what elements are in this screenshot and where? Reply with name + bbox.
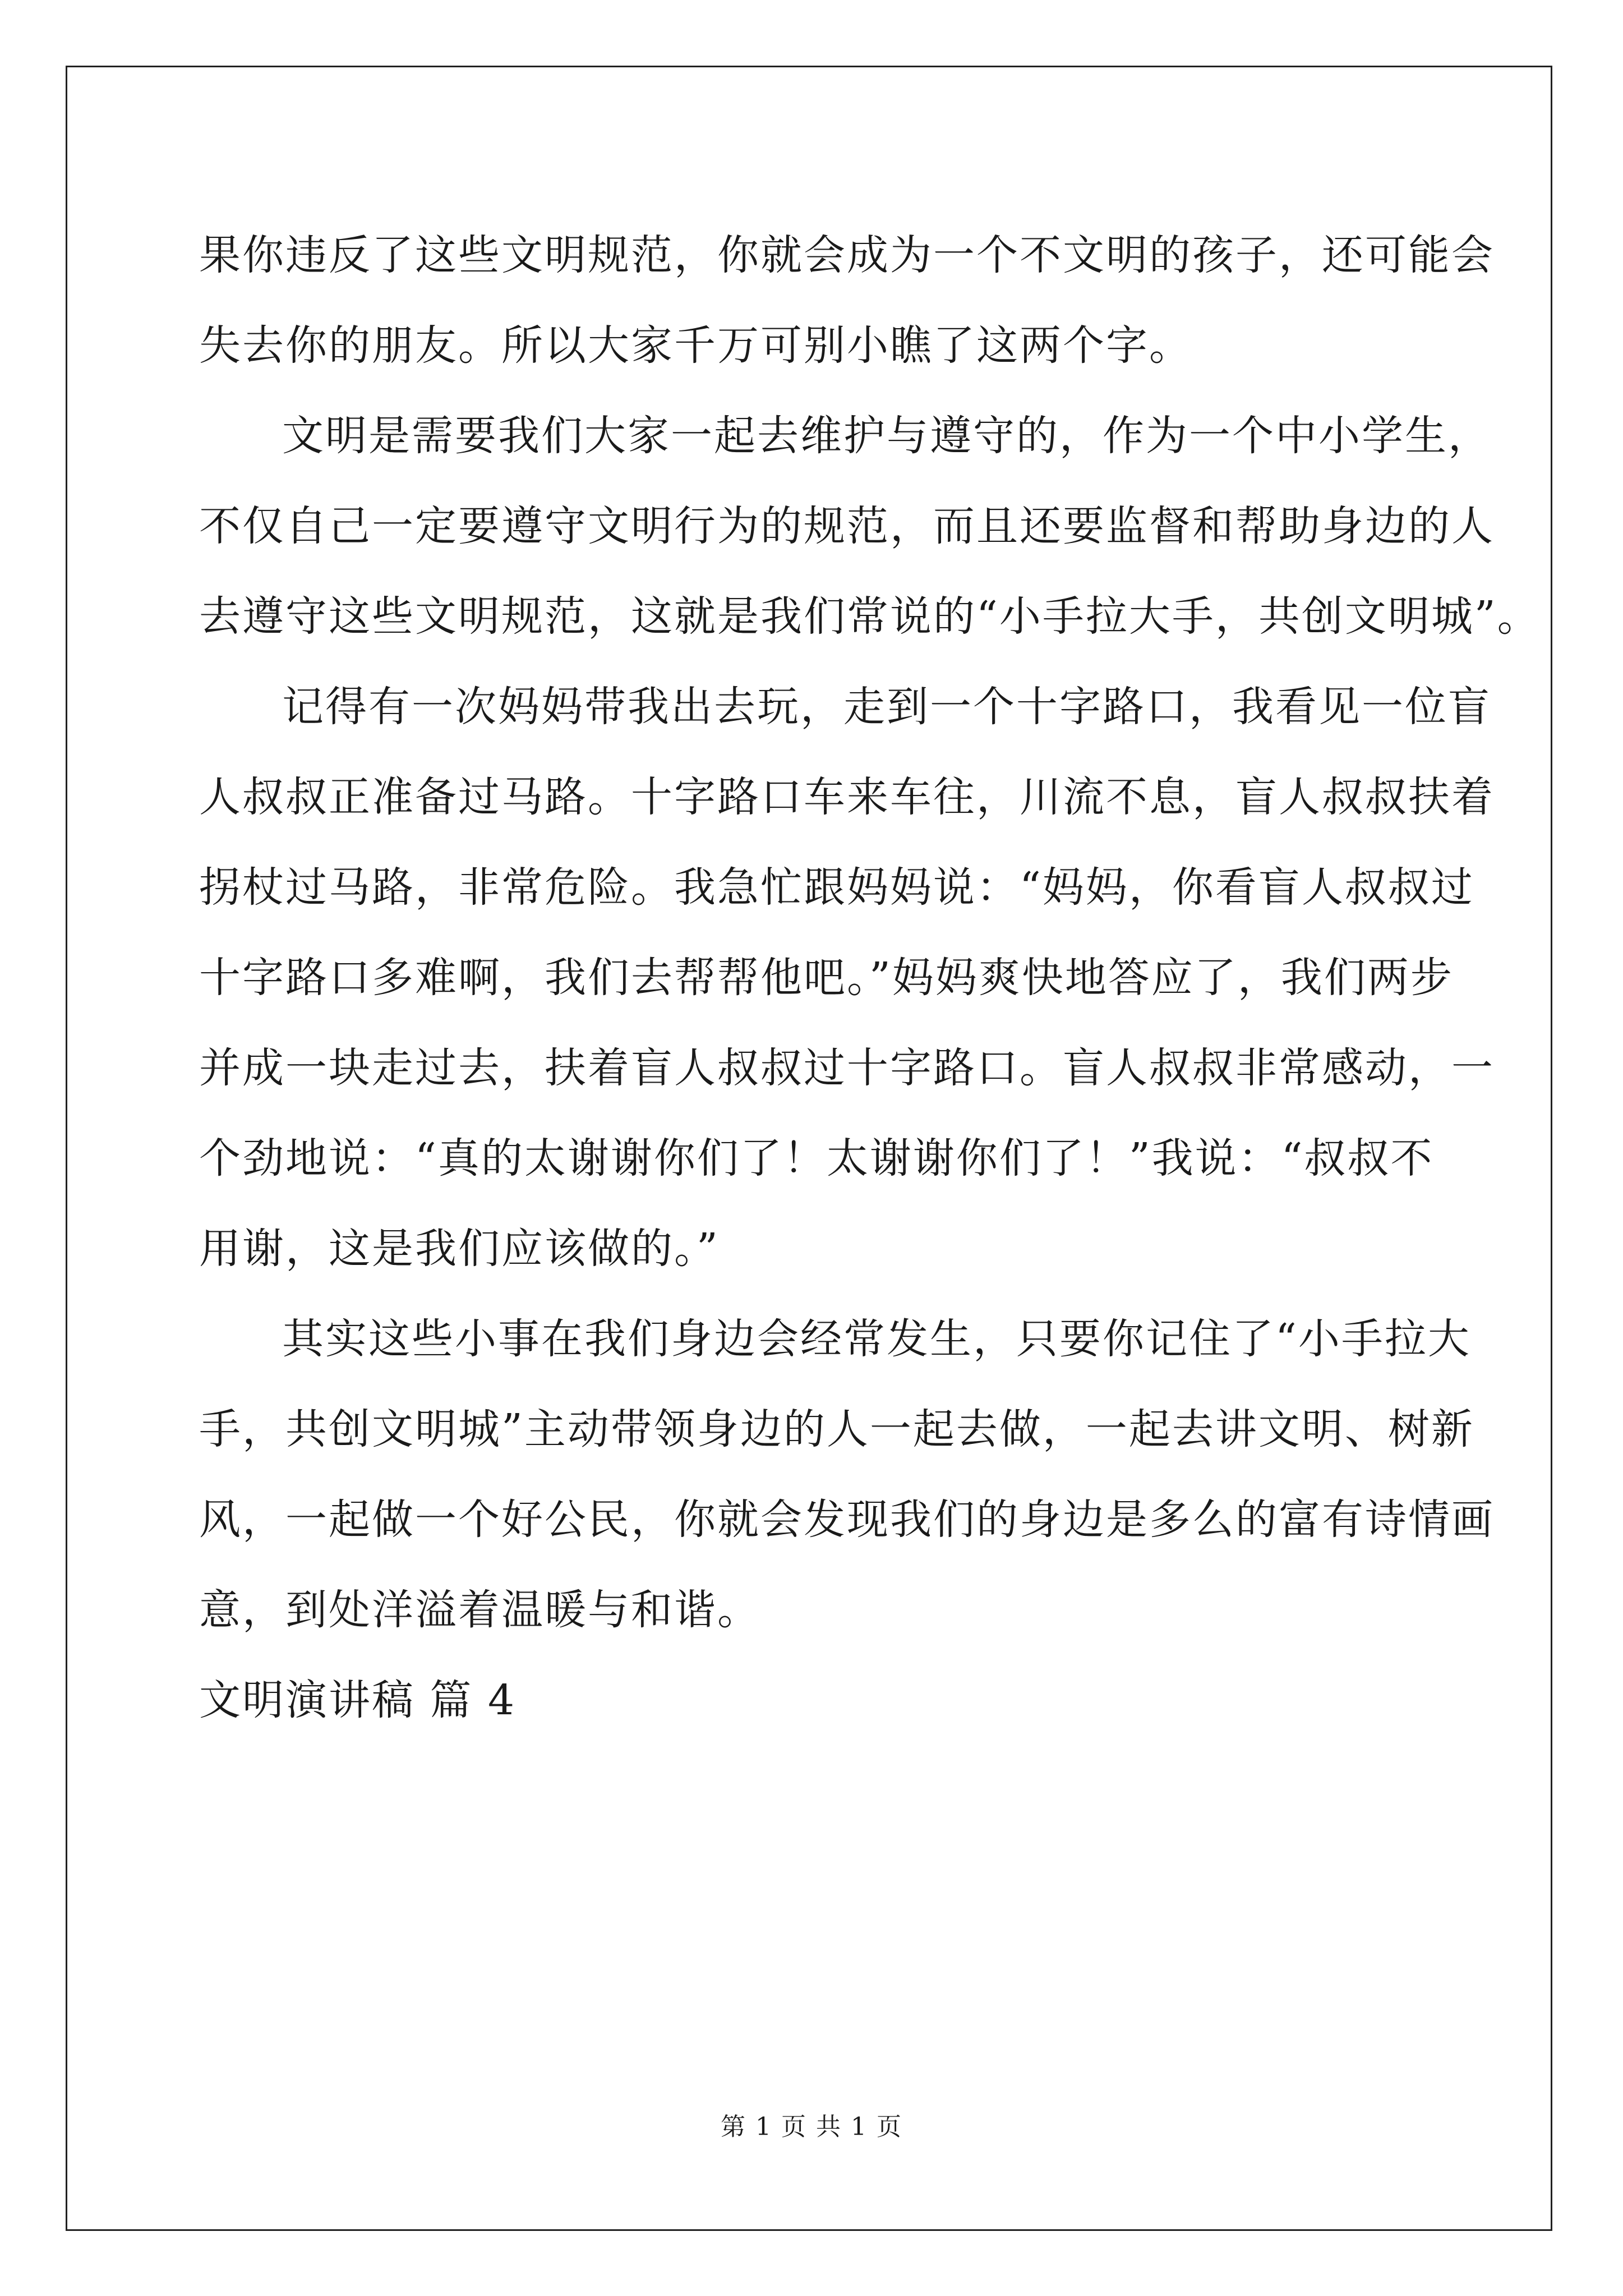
text-line: 果你违反了这些文明规范，你就会成为一个不文明的孩子，还可能会	[199, 231, 1495, 279]
text-line: 用谢，这是我们应该做的。”	[199, 1225, 720, 1273]
section-heading: 文明演讲稿 篇 4	[199, 1676, 517, 1724]
text-line: 不仅自己一定要遵守文明行为的规范，而且还要监督和帮助身边的人	[199, 502, 1495, 550]
document-body	[199, 210, 1541, 1746]
text-line: 失去你的朋友。所以大家千万可别小瞧了这两个字。	[199, 321, 1192, 370]
paragraph-start-line: 记得有一次妈妈带我出去玩，走到一个十字路口，我看见一位盲	[282, 683, 1491, 731]
text-line: 十字路口多难啊，我们去帮帮他吧。”妈妈爽快地答应了，我们两步	[199, 954, 1454, 1002]
text-line: 手，共创文明城”主动带领身边的人一起去做，一起去讲文明、树新	[199, 1405, 1474, 1453]
text-line: 拐杖过马路，非常危险。我急忙跟妈妈说：“妈妈，你看盲人叔叔过	[199, 863, 1474, 912]
text-line: 人叔叔正准备过马路。十字路口车来车往，川流不息，盲人叔叔扶着	[199, 773, 1495, 821]
page-footer: 第 1 页 共 1 页	[721, 2113, 902, 2141]
text-line: 去遵守这些文明规范，这就是我们常说的“小手拉大手，共创文明城”。	[199, 592, 1541, 641]
text-line: 并成一块走过去，扶着盲人叔叔过十字路口。盲人叔叔非常感动，一	[199, 1044, 1495, 1092]
text-line: 意，到处洋溢着温暖与和谐。	[199, 1586, 760, 1634]
paragraph-start-line: 其实这些小事在我们身边会经常发生，只要你记住了“小手拉大	[282, 1315, 1471, 1363]
paragraph-start-line: 文明是需要我们大家一起去维护与遵守的，作为一个中小学生，	[282, 412, 1491, 460]
text-line: 风，一起做一个好公民，你就会发现我们的身边是多么的富有诗情画	[199, 1496, 1495, 1544]
text-line: 个劲地说：“真的太谢谢你们了！太谢谢你们了！”我说：“叔叔不	[199, 1134, 1434, 1182]
